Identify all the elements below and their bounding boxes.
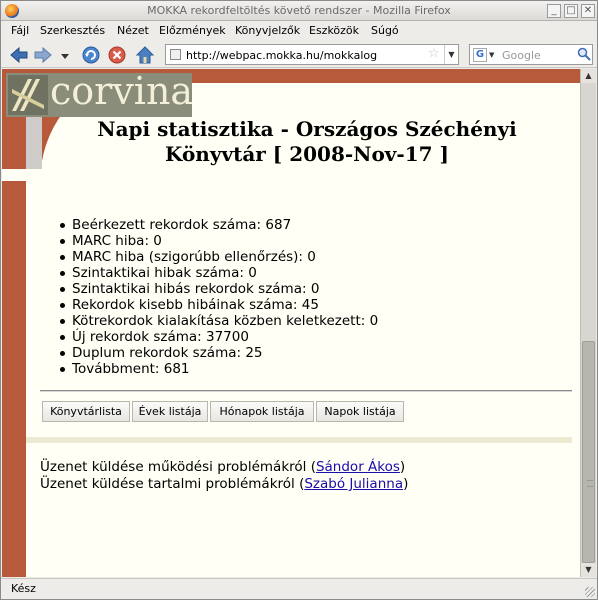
history-dropdown-icon[interactable] [59, 45, 71, 65]
reload-icon[interactable] [81, 45, 101, 65]
url-input[interactable] [186, 47, 426, 63]
list-item: Szintaktikai hibás rekordok száma: 0 [60, 281, 378, 297]
list-item: Beérkezett rekordok száma: 687 [60, 217, 378, 233]
menu-help[interactable]: Súgó [371, 24, 399, 37]
search-icon[interactable] [577, 47, 591, 61]
scrollbar-grip [587, 480, 593, 487]
day-list-button[interactable]: Napok listája [316, 401, 404, 422]
vertical-scrollbar[interactable] [580, 69, 596, 577]
list-item: Új rekordok száma: 37700 [60, 329, 378, 345]
page-icon [170, 49, 181, 60]
statistics-list [60, 217, 378, 377]
left-gap [2, 169, 26, 181]
list-item: Továbbment: 681 [60, 361, 378, 377]
list-item: Szintaktikai hibak száma: 0 [60, 265, 378, 281]
search-engine-dropdown-icon[interactable]: ▼ [489, 51, 495, 59]
status-bar [1, 578, 597, 599]
footer-band [26, 437, 572, 443]
search-input[interactable] [502, 47, 574, 63]
resize-grip-icon[interactable] [585, 587, 595, 597]
logo-text: corvina [50, 69, 194, 113]
menu-tools[interactable]: Eszközök [309, 24, 360, 37]
address-bar[interactable] [165, 44, 459, 65]
contact-line-content: Üzenet küldése tartalmi problémákról (Szabó Julianna) [40, 476, 409, 492]
search-bar[interactable] [469, 44, 593, 65]
page-title-line-1: Napi statisztika - Országos Széchényi [97, 117, 517, 141]
page-content [2, 69, 580, 577]
title-bar[interactable] [1, 1, 597, 21]
divider [40, 390, 572, 392]
list-item: Duplum rekordok száma: 25 [60, 345, 378, 361]
close-button[interactable]: ✕ [581, 4, 595, 18]
menu-view[interactable]: Nézet [117, 24, 149, 37]
contact-link-sandor-akos[interactable]: Sándor Ákos [315, 459, 400, 475]
year-list-button[interactable]: Évek listája [132, 401, 208, 422]
corvina-logo [6, 69, 194, 117]
page-title-line-2: Könyvtár [ 2008-Nov-17 ] [165, 142, 449, 166]
menu-bookmarks[interactable]: Könyvjelzők [235, 24, 301, 37]
contact-info [40, 459, 408, 493]
scrollbar-thumb[interactable] [582, 341, 595, 563]
month-list-button[interactable]: Hónapok listája [210, 401, 314, 422]
scroll-down-arrow-icon[interactable]: ▼ [581, 563, 596, 577]
scroll-up-arrow-icon[interactable]: ▲ [581, 69, 596, 83]
page-title [72, 117, 542, 167]
menu-bar [1, 21, 597, 41]
stop-icon[interactable] [107, 45, 127, 65]
status-text: Kész [11, 582, 36, 595]
url-dropdown-icon[interactable]: ▼ [444, 45, 458, 64]
maximize-button[interactable]: □ [564, 4, 578, 18]
forward-arrow-icon[interactable] [33, 45, 53, 65]
menu-edit[interactable]: Szerkesztés [40, 24, 106, 37]
list-item: MARC hiba (szigorúbb ellenőrzés): 0 [60, 249, 378, 265]
google-engine-icon[interactable]: G [473, 48, 487, 62]
contact-line-operational: Üzenet küldése működési problémákról (Sándor Ákos) [40, 459, 406, 475]
bookmark-star-icon[interactable]: ☆ [428, 46, 440, 61]
left-border-band [2, 69, 26, 577]
menu-history[interactable]: Előzmények [159, 24, 226, 37]
back-arrow-icon[interactable] [9, 45, 29, 65]
list-item: Rekordok kisebb hibáinak száma: 45 [60, 297, 378, 313]
minimize-button[interactable]: _ [547, 4, 561, 18]
list-item: MARC hiba: 0 [60, 233, 378, 249]
contact-link-szabo-julianna[interactable]: Szabó Julianna [304, 476, 404, 492]
home-icon[interactable] [135, 45, 155, 65]
menu-file[interactable]: Fájl [11, 24, 30, 37]
list-item: Kötrekordok kialakítása közben keletkezett: 0 [60, 313, 378, 329]
window-title: MOKKA rekordfeltöltés követő rendszer - Mozilla Firefox [147, 4, 451, 17]
library-list-button[interactable]: Könyvtárlista [42, 401, 130, 422]
corvina-logo-mark-icon [8, 75, 48, 115]
